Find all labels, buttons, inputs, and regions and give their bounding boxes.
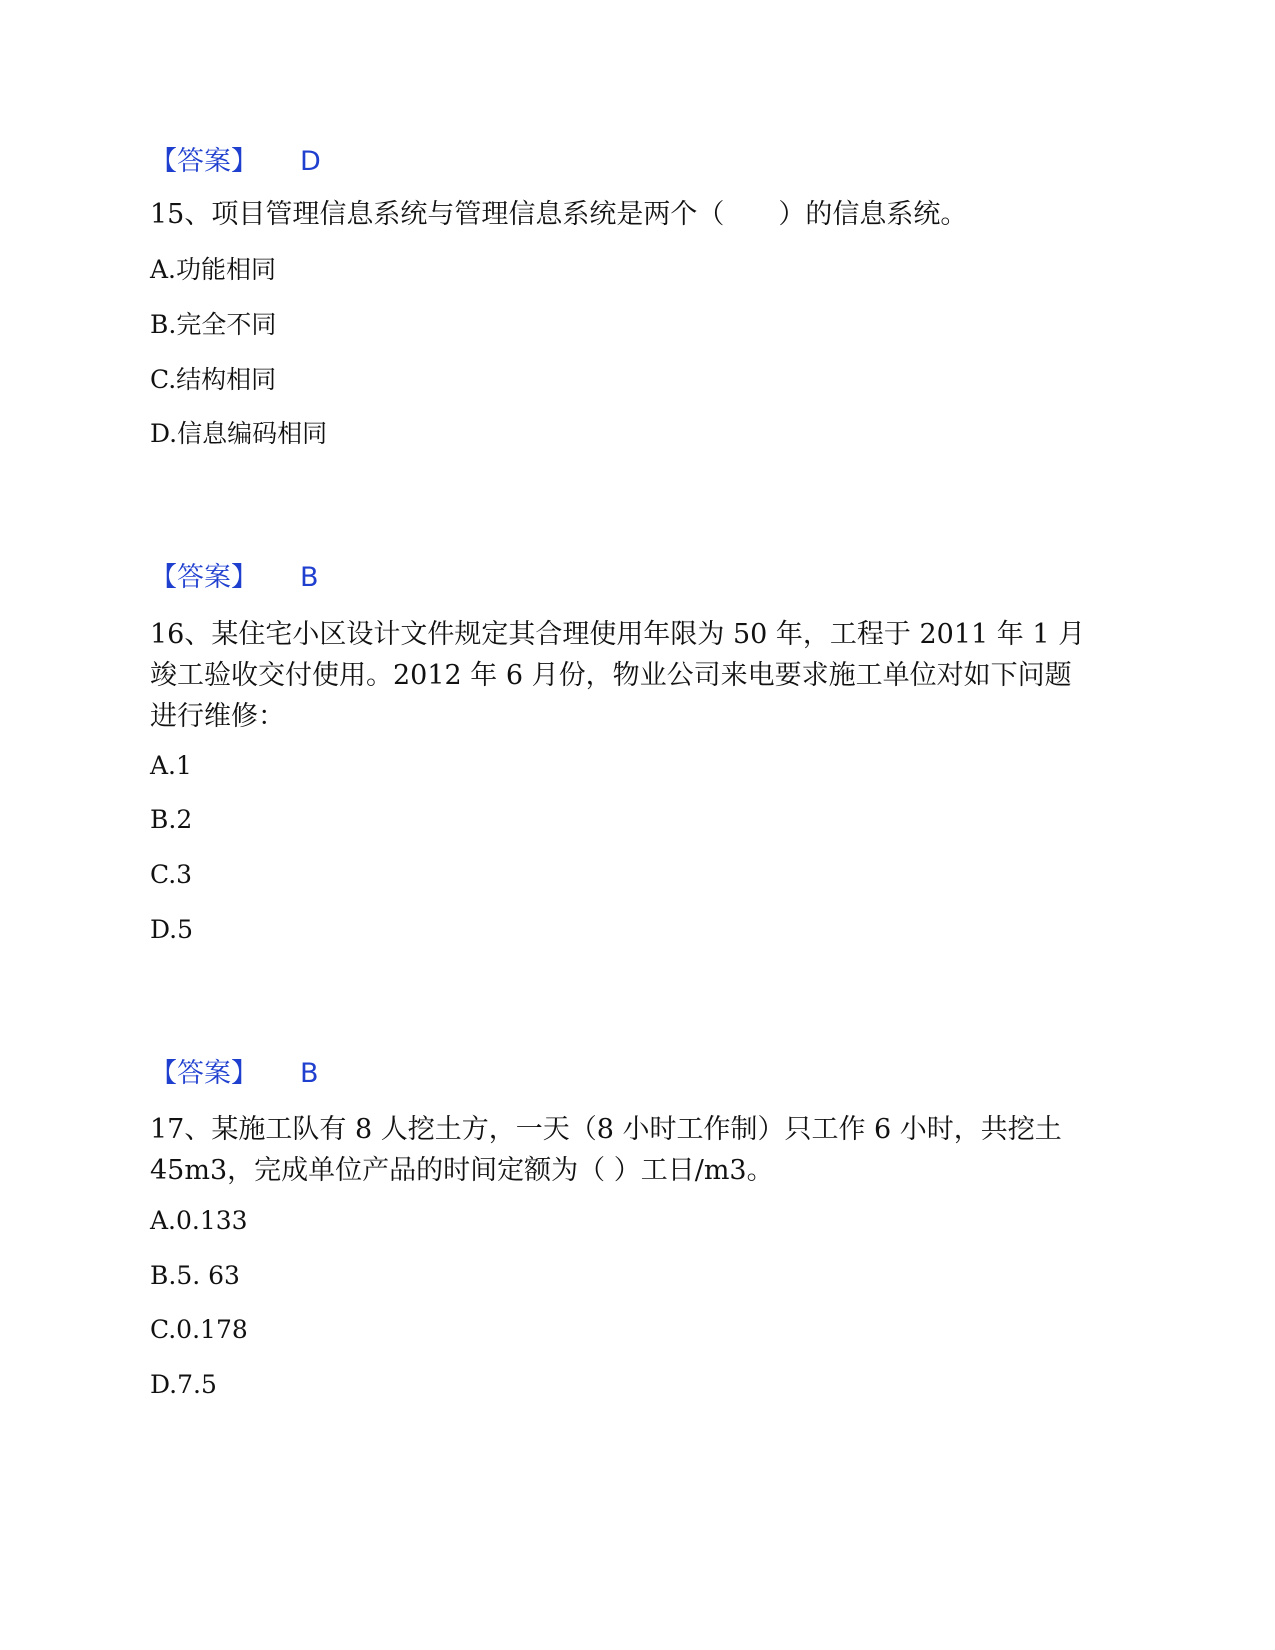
option-b: B.2 <box>150 805 193 834</box>
question-text: 16、某住宅小区设计文件规定其合理使用年限为 50 年，工程于 2011 年 1 月竣工验收交付使用。2012 年 6 月份，物业公司来电要求施工单位对如下问题进行维修： <box>150 619 1086 732</box>
answer-value: D <box>300 146 321 177</box>
option-c: C.结构相同 <box>150 365 277 394</box>
option-c: C.0.178 <box>150 1315 248 1344</box>
option-d: D.5 <box>150 915 194 944</box>
answer-line <box>150 146 321 177</box>
option-b: B.5. 63 <box>150 1261 240 1290</box>
question-text: 17、某施工队有 8 人挖土方，一天（8 小时工作制）只工作 6 小时，共挖土 45m3，完成单位产品的时间定额为（ ）工日/m3。 <box>150 1114 1062 1186</box>
answer-label: 【答案】 <box>150 1058 258 1089</box>
option-a: A.0.133 <box>150 1206 248 1235</box>
option-c: C.3 <box>150 860 193 889</box>
answer-label: 【答案】 <box>150 562 258 593</box>
option-d: D.信息编码相同 <box>150 419 328 448</box>
answer-line <box>150 562 319 593</box>
option-a: A.1 <box>150 751 192 780</box>
answer-value: B <box>300 562 319 593</box>
answer-line <box>150 1058 319 1089</box>
answer-label: 【答案】 <box>150 146 258 177</box>
option-d: D.7.5 <box>150 1370 217 1399</box>
question-text: 15、项目管理信息系统与管理信息系统是两个（ ）的信息系统。 <box>150 199 968 230</box>
option-b: B.完全不同 <box>150 310 277 339</box>
answer-value: B <box>300 1058 319 1089</box>
option-a: A.功能相同 <box>150 255 277 284</box>
